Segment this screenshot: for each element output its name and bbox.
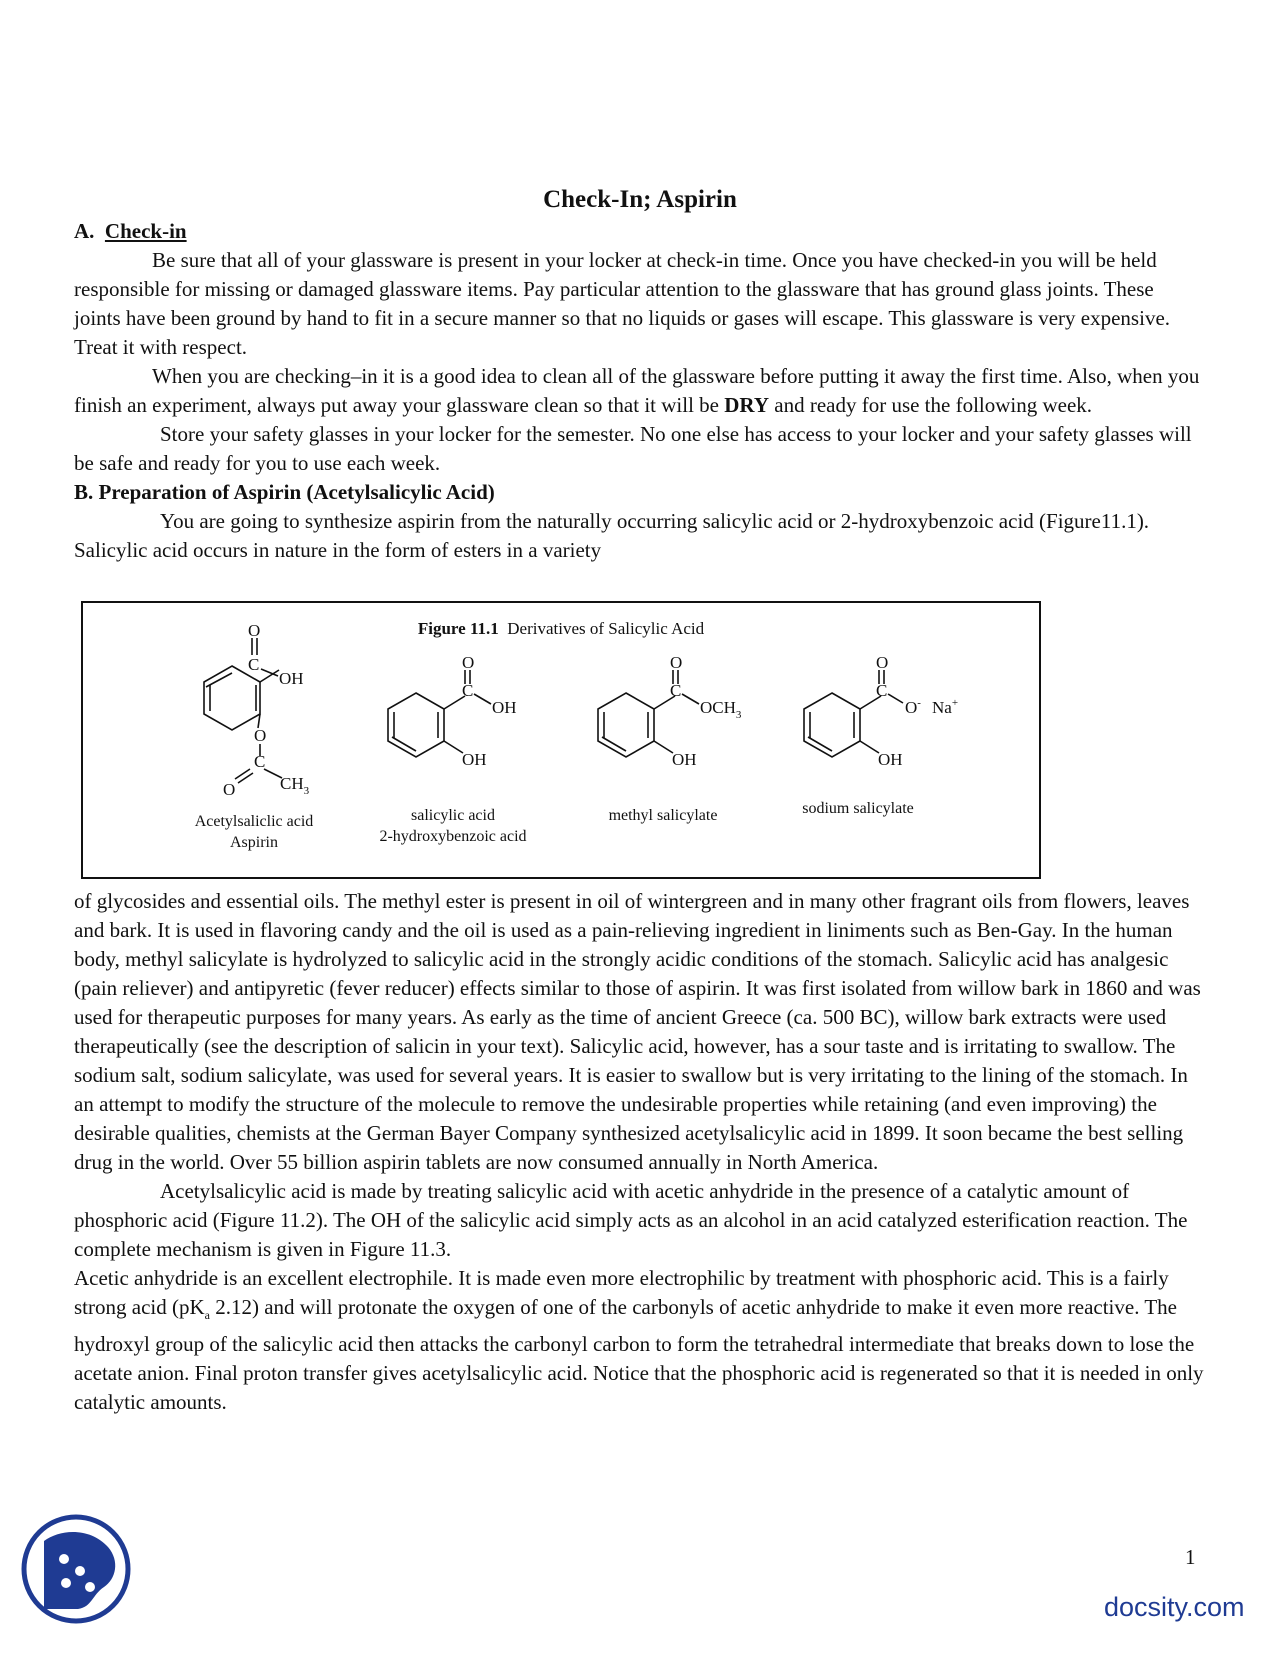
section-b-paragraph-1: You are going to synthesize aspirin from the naturally occurring salicylic acid or 2-hydroxybenzoic acid (Figure11.1). Salicylic acid occurs in nature in the form of esters in a variety [74,509,1150,562]
atom-o: O [876,653,889,672]
atom-och3: $OCH_3$ [700,698,742,721]
docsity-brand-link[interactable]: docsity.com [1104,1592,1245,1622]
atom-o-minus: O- [905,697,921,717]
atom-oh: OH [492,698,517,717]
section-a-letter: A. [74,219,95,243]
atom-oh: OH [672,750,697,769]
section-b-paragraph-2: of glycosides and essential oils. The methyl ester is present in oil of wintergreen and in many other fragrant oils from flowers, leaves and bark. It is used in flavoring candy and the oil is used as a pain-relieving ingredient in liniments such as Ben-Gay. In the human body, methyl salicylate is hydrolyzed to salicylic acid in the strongly acidic conditions of the stomach. Salicylic acid has analgesic (pain reliever) and antipyretic (fever reducer) effects similar to those of aspirin. It was first isolated from willow bark in 1860 and was used for therapeutic purposes for many years. As early as the time of ancient Greece (ca. 500 BC), willow bark extracts were used therapeutically (see the description of salicin in your text). Salicylic acid, however, has a sour taste and is irritating to swallow. The sodium salt, sodium salicylate, was used for several years. It is easier to swallow but is very irritating to the lining of the stomach. In an attempt to modify the structure of the molecule to remove the undesirable properties while retaining (and even improving) the desirable qualities, chemists at the German Bayer Company synthesized acetylsalicylic acid in 1899. It soon became the best selling drug in the world. Over 55 billion aspirin tablets are now consumed annually in North America. [74,889,1201,1174]
atom-na-plus: Na+ [932,697,959,717]
atom-c: C [462,681,474,700]
salicylic-acid-structure [388,670,491,757]
methyl-salicylate-structure [598,670,699,757]
compound-label-sodium-salicylate: sodium salicylate [802,800,914,817]
section-a-title: Check-in [104,219,187,243]
atom-o: O [670,653,683,672]
page-number: 1 [1185,1545,1196,1569]
atom-oh: OH [878,750,903,769]
section-b-paragraph-4: Acetic anhydride is an excellent electrophile. It is made even more electrophilic by treatment with phosphoric acid. This is a fairly strong acid ($pK_a$ 2.12) and will protonate the oxygen of one of the carbonyls of acetic anhydride to make it even more reactive. The hydroxyl group of the salicylic acid then attacks the carbonyl carbon to form the tetrahedral intermediate that breaks down to lose the acetate anion. Final proton transfer gives acetylsalicylic acid. Notice that the phosphoric acid is regenerated so that it is needed in only catalytic amounts. [74,1266,1204,1415]
docsity-logo-icon[interactable] [20,1513,132,1630]
section-b-continued [74,887,1204,1417]
atom-o: O [462,653,475,672]
atom-c: C [248,655,260,674]
section-a-heading [74,217,1204,246]
figure-11-1 [81,601,1041,879]
atom-o: O [254,726,267,745]
atom-c: C [876,681,888,700]
atom-o: O [223,780,236,799]
compound-label-aspirin: Acetylsaliclic acid Aspirin [194,813,314,851]
section-a [74,217,1204,565]
figure-caption: Figure 11.1 Derivatives of Salicylic Acid [417,619,705,638]
section-a-paragraph-3: Store your safety glasses in your locker for the semester. No one else has access to your locker and your safety glasses will be safe and ready for you to use each week. [74,422,1192,475]
atom-o: O [248,621,261,640]
atom-ch3: $CH_3$ [280,774,310,797]
section-a-paragraph-2: When you are checking–in it is a good idea to clean all of the glassware before putting it away the first time. Also, when you finish an experiment, always put away your glassware clean so that it will be DRY and ready for use the following week. [74,364,1200,417]
atom-c: C [254,752,266,771]
section-a-paragraph-1: Be sure that all of your glassware is present in your locker at check-in time. Once you have checked-in you will be held responsible for missing or damaged glassware items. Pay particular attention to the glassware that has ground glass joints. These joints have been ground by hand to fit in a secure manner so that no liquids or gases will escape. This glassware is very expensive. Treat it with respect. [74,248,1171,359]
atom-c: C [670,681,682,700]
page-title: Check-In; Aspirin [543,186,737,213]
atom-oh: OH [279,669,304,688]
dry-emphasis: DRY [724,393,769,417]
compound-label-salicylic-acid: salicylic acid 2-hydroxybenzoic acid [379,807,527,845]
sodium-salicylate-structure [804,670,903,757]
compound-label-methyl-salicylate: methyl salicylate [608,807,718,824]
section-b-heading: B. Preparation of Aspirin (Acetylsalicylic Acid) [74,480,495,504]
aspirin-structure [204,638,282,783]
section-b-paragraph-3: Acetylsalicylic acid is made by treating salicylic acid with acetic anhydride in the presence of a catalytic amount of phosphoric acid (Figure 11.2). The OH of the salicylic acid simply acts as an alcohol in an acid catalyzed esterification reaction. The complete mechanism is given in Figure 11.3. [74,1179,1188,1261]
atom-oh: OH [462,750,487,769]
